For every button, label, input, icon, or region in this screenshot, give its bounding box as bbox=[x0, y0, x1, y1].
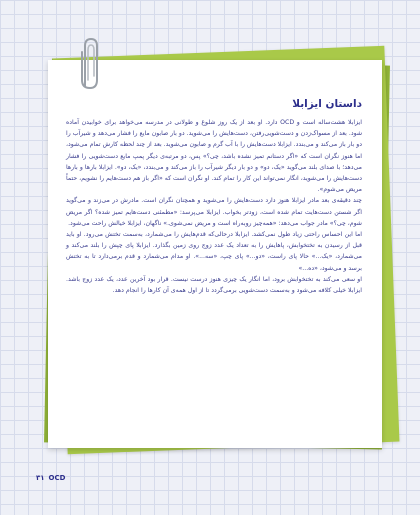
page-footer bbox=[36, 474, 65, 482]
story-paragraph-2: چند دقیقه‌ی بعد مادر ایزابلا هنوز دارد دست‌هایش را می‌شوید و همچنان نگران است. مادرش در می‌زند و می‌گوید اگر شستن دست‌هایت تمام شده است، زودتر بخواب. ایزابلا می‌پرسد: «مطمئنی دست‌هایم تمیز شده؟ اگر مریض شوم، چی؟» مادر جواب می‌دهد: «همه‌چیز روبه‌راه است و مریض نمی‌شوی.» ناگهان، ایزابلا خیالش راحت می‌شود. bbox=[66, 197, 362, 227]
story-title: داستان ایزابلا bbox=[292, 98, 362, 110]
page-number: ۳۱ bbox=[36, 474, 45, 482]
book-label: OCD bbox=[48, 474, 66, 482]
story-paragraph-1: ایزابلا هشت‌ساله است و OCD دارد. او بعد از یک روز شلوغ و طولانی در مدرسه می‌خواهد برای خوابیدن آماده شود. بعد از مسواک‌زدن و دست‌شویی‌رفتن، دست‌هایش را می‌شوید. دو بار صابون مایع را فشار می‌دهد و شیرآب را دو بار باز می‌کند و می‌بندد. ایزابلا دست‌هایش را با آب گرم و صابون می‌شوید. بعد از چند لحظه کارش تمام می‌شود، اما هنوز نگران است که «اگر دستانم تمیز نشده باشد، چی؟» پس، دو مرتبه‌ی دیگر پمپ مایع دست‌شویی را فشار می‌دهد؛ با صدای بلند می‌گوید «یک، دو» و دو بار دیگر شیرآب را باز می‌کند و می‌بندد، «یک، دو». ایزابلا بارها و بارها دست‌هایش را می‌شوید، انگار نمی‌تواند این کار را تمام کند. او نگران است که «اگر باز هم دست‌هایم را نشویم، حتماً مریض می‌شوم». bbox=[66, 119, 362, 194]
paperclip-icon bbox=[77, 36, 101, 92]
story-paragraph-4: او سعی می‌کند به تختخوابش برود، اما انگار یک چیزی هنوز درست نیست. قرار بود آخرین عدد، یک عدد زوج باشد. ایزابلا خیلی کلافه می‌شود و به‌سمت دست‌شویی برمی‌گردد تا از اول همه‌ی آن کارها را انجام دهد. bbox=[66, 275, 362, 295]
story-content bbox=[66, 98, 362, 296]
story-page bbox=[48, 60, 382, 448]
story-paragraph-3: اما این احساس راحتی زیاد طول نمی‌کشد. ایزابلا درحالی‌که قدم‌هایش را می‌شمارد، به‌سمت تختش می‌رود. او باید قبل از رسیدن به تختخوابش، پاهایش را به تعداد یک عدد زوج روی زمین بگذارد. ایزابلا پای چپش را بلند می‌کند و می‌شمارد، «یک...» حالا پای راست، «دو...» پای چپ، «سه...». او مدام می‌شمارد و قدم برمی‌دارد تا به تختش برسد و می‌شود، «ده...» bbox=[66, 231, 362, 272]
